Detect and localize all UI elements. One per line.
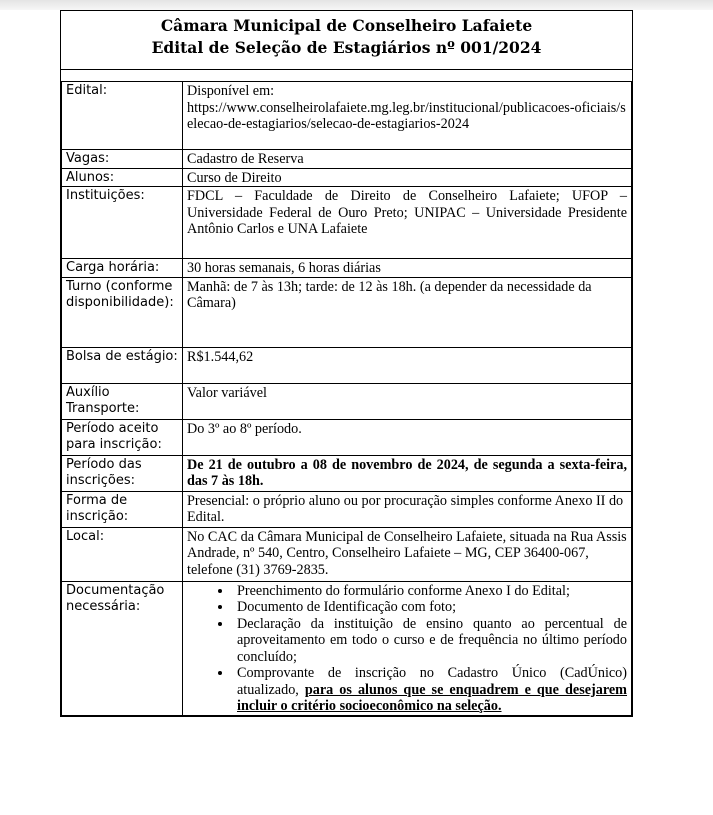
row-periodo-aceito [62,419,632,455]
list-item [233,665,627,715]
value-instituicoes: FDCL – Faculdade de Direito de Conselheiro Lafaiete; UFOP – Universidade Federal de Ouro Preto; UNIPAC – Universidade Presidente Antônio Carlos e UNA Lafaiete [183,187,632,259]
value-alunos: Curso de Direito [183,168,632,187]
label-edital: Edital: [62,82,183,150]
list-item: • Documento de Identificação com foto; [233,599,627,616]
document-frame [60,10,633,717]
value-bolsa: R$1.544,62 [183,347,632,383]
label-periodo-aceito: Período aceito para inscrição: [62,419,183,455]
row-bolsa [62,347,632,383]
value-periodo-aceito: Do 3º ao 8º período. [183,419,632,455]
label-bolsa: Bolsa de estágio: [62,347,183,383]
value-carga-horaria: 30 horas semanais, 6 horas diárias [183,259,632,278]
label-instituicoes: Instituições: [62,187,183,259]
label-auxilio: Auxílio Transporte: [62,383,183,419]
label-local: Local: [62,527,183,581]
row-auxilio [62,383,632,419]
value-periodo-inscricoes: De 21 de outubro a 08 de novembro de 2024, de segunda a sexta-feira, das 7 às 18h. [183,455,632,491]
label-forma: Forma de inscrição: [62,491,183,527]
row-documentacao [62,581,632,715]
label-documentacao: Documentação necessária: [62,581,183,715]
row-forma [62,491,632,527]
value-forma: Presencial: o próprio aluno ou por procuração simples conforme Anexo II do Edital. [183,491,632,527]
value-local: No CAC da Câmara Municipal de Conselheiro Lafaiete, situada na Rua Assis Andrade, nº 540, Centro, Conselheiro Lafaiete – MG, CEP 36400-067, telefone (31) 3769-2835. [183,527,632,581]
value-auxilio: Valor variável [183,383,632,419]
title-line-2: Edital de Seleção de Estagiários nº 001/2024 [151,38,542,57]
value-turno: Manhã: de 7 às 13h; tarde: de 12 às 18h. (a depender da necessidade da Câmara) [183,277,632,347]
cadunico-text: Comprovante de inscrição no Cadastro Único (CadÚnico) atualizado, [237,665,627,698]
cadunico-emphasis: para os alunos que se enquadrem e que desejarem incluir o critério socioeconômico na seleção. [237,681,628,714]
edital-url-link[interactable]: https://www.conselheirolafaiete.mg.leg.br/institucional/publicacoes-oficiais/selecao-de-estagiarios/selecao-de-estagiarios-2024 [187,99,626,132]
row-carga-horaria [62,259,632,278]
label-turno: Turno (conforme disponibilidade): [62,277,183,347]
label-vagas: Vagas: [62,150,183,169]
row-periodo-inscricoes [62,455,632,491]
label-carga-horaria: Carga horária: [62,259,183,278]
info-table [61,81,632,716]
list-item: • Preenchimento do formulário conforme Anexo I do Edital; [233,583,627,600]
viewer-top-bar [0,0,713,10]
document-title [61,11,632,70]
row-edital [62,82,632,150]
value-documentacao [183,581,632,715]
label-periodo-inscricoes: Período das inscrições: [62,455,183,491]
edital-available-text: Disponível em: [187,83,275,99]
label-alunos: Alunos: [62,168,183,187]
row-alunos [62,168,632,187]
row-local [62,527,632,581]
value-vagas: Cadastro de Reserva [183,150,632,169]
row-instituicoes [62,187,632,259]
title-line-1: Câmara Municipal de Conselheiro Lafaiete [160,16,533,35]
value-edital [183,82,632,150]
list-item: • Declaração da instituição de ensino quanto ao percentual de aproveitamento em todo o curso e de frequência no último período concluído; [233,616,627,666]
row-turno [62,277,632,347]
documents-list [187,583,627,715]
row-vagas [62,150,632,169]
